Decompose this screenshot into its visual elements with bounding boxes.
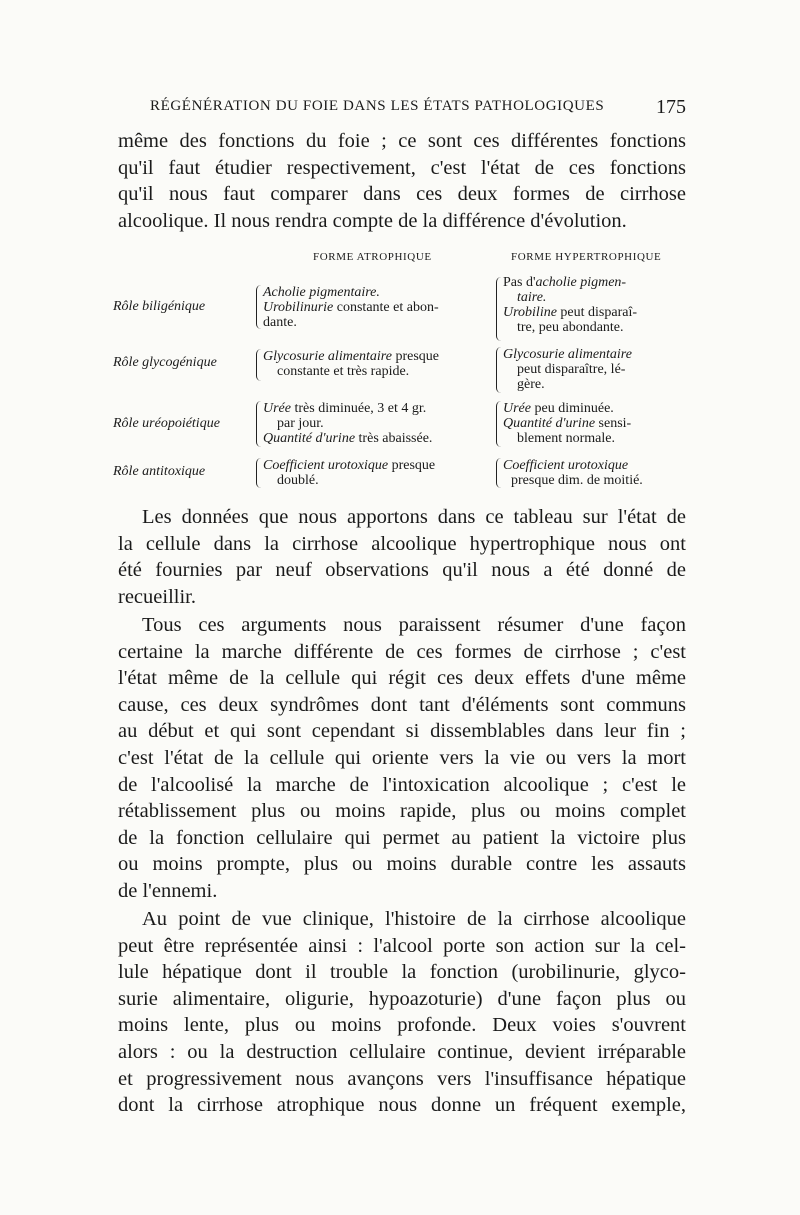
text-line: de l'alcoolisé la marche de l'intoxication alcoolique ; c'est le bbox=[118, 773, 686, 796]
text-line: l'état même de la cellule qui régit ces deux effets d'une même bbox=[118, 667, 686, 690]
cell-hypertrophique: Glycosurie alimentaire peut disparaître, lé- gère. bbox=[503, 347, 632, 392]
cell-atrophique: Urée très diminuée, 3 et 4 gr. par jour. Quantité d'urine très abaissée. bbox=[263, 401, 433, 446]
row-label: Rôle biligénique bbox=[113, 299, 206, 314]
text-line: qu'il faut étudier respectivement, c'est l'état de ces fonctions bbox=[118, 156, 686, 179]
text-line: Les données que nous apportons dans ce tableau sur l'état de bbox=[142, 506, 686, 528]
text-line: même des fonctions du foie ; ce sont ces différentes fonctions bbox=[118, 130, 686, 152]
text-line: lule hépatique dont il trouble la fonction (urobilinurie, glyco- bbox=[118, 961, 686, 984]
cell-atrophique: Glycosurie alimentaire presque constante et très rapide. bbox=[263, 349, 439, 379]
brace bbox=[256, 458, 261, 488]
text-line: certaine la marche différente de ces formes de cirrhose ; c'est bbox=[118, 640, 686, 663]
text-line: de l'ennemi. bbox=[118, 879, 218, 902]
text-line: ou moins prompte, plus ou moins durable contre les assauts bbox=[118, 853, 686, 876]
brace bbox=[496, 347, 501, 393]
text-line: la cellule dans la cirrhose alcoolique hypertrophique nous ont bbox=[118, 532, 686, 555]
brace bbox=[256, 401, 261, 447]
text-line: surie alimentaire, oligurie, hypoazoturie) d'une façon plus ou bbox=[118, 987, 686, 1010]
text-line: alcoolique. Il nous rendra compte de la différence d'évolution. bbox=[118, 209, 627, 232]
text-line: c'est l'état de la cellule qui oriente vers la vie ou vers la mort bbox=[118, 746, 686, 769]
column-header-hypertrophique: FORME HYPERTROPHIQUE bbox=[511, 251, 662, 263]
row-label: Rôle uréopoiétique bbox=[113, 416, 220, 431]
text-line: de la fonction cellulaire qui permet au patient la victoire plus bbox=[118, 826, 686, 849]
brace bbox=[496, 458, 501, 488]
text-line: peut être représentée ainsi : l'alcool porte son action sur la cel- bbox=[118, 934, 686, 957]
paragraph-2 bbox=[118, 504, 686, 610]
text-line: moins lente, plus ou moins profonde. Deux voies s'ouvrent bbox=[118, 1014, 686, 1037]
paragraph-1 bbox=[118, 128, 686, 234]
text-line: rétablissement plus ou moins rapide, plus ou moins complet bbox=[118, 800, 686, 823]
text-line: Au point de vue clinique, l'histoire de la cirrhose alcoolique bbox=[142, 908, 686, 930]
text-line: dont la cirrhose atrophique nous donne un fréquent exemple, bbox=[118, 1094, 686, 1117]
cell-atrophique: Coefficient urotoxique presque doublé. bbox=[263, 458, 436, 488]
text-line: été fournies par neuf observations qu'il nous a été donné de bbox=[118, 559, 686, 582]
brace bbox=[496, 277, 501, 341]
cell-atrophique: Acholie pigmentaire. Urobilinurie constante et abon- dante. bbox=[263, 285, 439, 330]
text-line: qu'il nous faut comparer dans ces deux formes de cirrhose bbox=[118, 183, 686, 206]
text-line: Tous ces arguments nous paraissent résumer d'une façon bbox=[142, 614, 686, 636]
paragraph-3 bbox=[118, 612, 686, 905]
row-label: Rôle antitoxique bbox=[113, 464, 206, 479]
text-line: recueillir. bbox=[118, 585, 196, 608]
column-header-atrophique: FORME ATROPHIQUE bbox=[313, 251, 432, 263]
cell-hypertrophique: Pas d'acholie pigmen- taire. Urobiline peut disparaî- tre, peu abondante. bbox=[503, 275, 638, 335]
text-line: alors : ou la destruction cellulaire continue, devient irréparable bbox=[118, 1040, 686, 1063]
comparison-table bbox=[113, 250, 688, 495]
text-line: et progressivement nous avançons vers l'insuffisance hépatique bbox=[118, 1067, 686, 1090]
running-title: RÉGÉNÉRATION DU FOIE DANS LES ÉTATS PATHOLOGIQUES bbox=[150, 98, 605, 114]
row-label: Rôle glycogénique bbox=[113, 355, 217, 370]
running-header bbox=[150, 96, 686, 122]
cell-hypertrophique: Coefficient urotoxique presque dim. de moitié. bbox=[503, 458, 643, 488]
paragraph-4 bbox=[118, 906, 686, 1119]
brace bbox=[256, 349, 261, 381]
brace bbox=[256, 285, 261, 329]
text-line: cause, ces deux syndrômes dont tant d'éléments sont communs bbox=[118, 693, 686, 716]
brace bbox=[496, 401, 501, 447]
page-number: 175 bbox=[656, 96, 686, 118]
text-line: au début et qui sont cependant si dissemblables dans leur fin ; bbox=[118, 720, 686, 743]
cell-hypertrophique: Urée peu diminuée. Quantité d'urine sensi- blement normale. bbox=[503, 401, 632, 446]
